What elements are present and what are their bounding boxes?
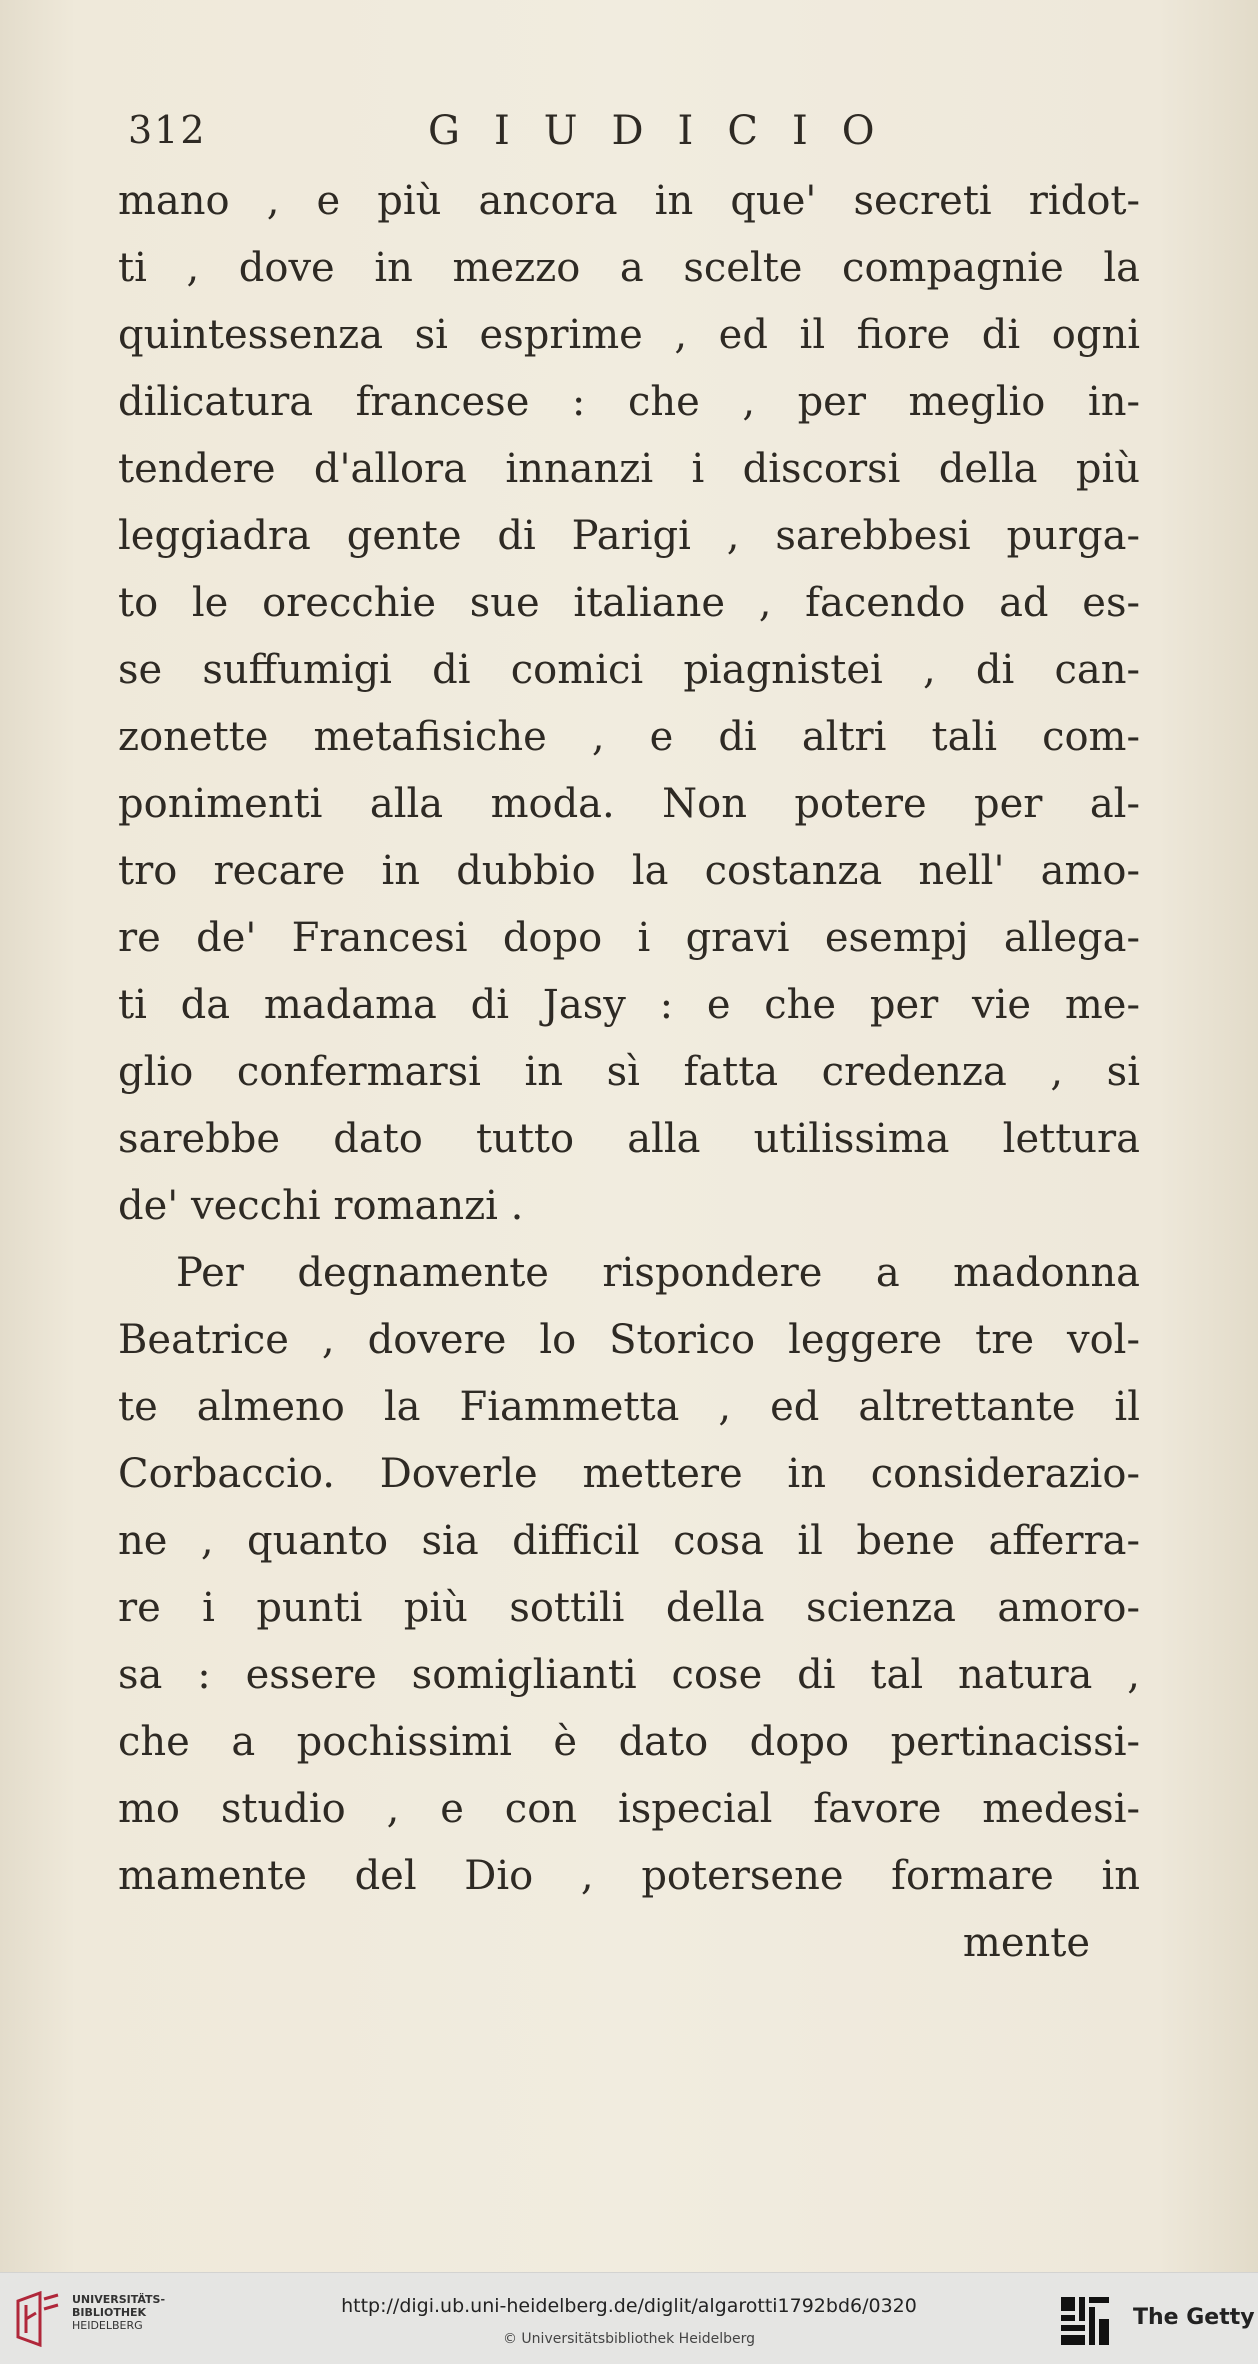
text-line: sarebbe dato tutto alla utilissima lettura — [118, 1116, 1140, 1162]
text-line: dilicatura francese : che , per meglio in- — [118, 379, 1140, 425]
page-number: 312 — [128, 108, 207, 152]
page-header — [128, 108, 1148, 168]
text-line: mo studio , e con ispecial favore medesi- — [118, 1786, 1140, 1832]
getty-logo-icon — [1057, 2293, 1115, 2349]
text-line: re de' Francesi dopo i gravi esempj allega- — [118, 915, 1140, 961]
text-line: Beatrice , dovere lo Storico leggere tre vol- — [118, 1317, 1140, 1363]
text-line: leggiadra gente di Parigi , sarebbesi purga- — [118, 513, 1140, 559]
text-line: mano , e più ancora in que' secreti ridot- — [118, 178, 1140, 224]
text-line: ti , dove in mezzo a scelte compagnie la — [118, 245, 1140, 291]
text-line: te almeno la Fiammetta , ed altrettante il — [118, 1384, 1140, 1430]
running-head: GIUDICIO — [428, 108, 909, 154]
text-line: se suffumigi di comici piagnistei , di can- — [118, 647, 1140, 693]
paragraph-start-line: Per degnamente rispondere a madonna — [176, 1250, 1140, 1296]
text-line: Corbaccio. Doverle mettere in considerazio- — [118, 1451, 1140, 1497]
library-name: UNIVERSITÄTS- BIBLIOTHEK HEIDELBERG — [72, 2293, 166, 2332]
text-line: de' vecchi romanzi . — [118, 1183, 524, 1229]
text-line: tro recare in dubbio la costanza nell' amo- — [118, 848, 1140, 894]
text-line: to le orecchie sue italiane , facendo ad es- — [118, 580, 1140, 626]
catchword: mente — [962, 1920, 1090, 1966]
text-line: ponimenti alla moda. Non potere per al- — [118, 781, 1140, 827]
copyright-notice: © Universitätsbibliothek Heidelberg — [502, 2331, 755, 2347]
text-line: re i punti più sottili della scienza amoro- — [118, 1585, 1140, 1631]
text-line: ti da madama di Jasy : e che per vie me- — [118, 982, 1140, 1028]
text-line: glio confermarsi in sì fatta credenza , si — [118, 1049, 1140, 1095]
text-line: ne , quanto sia difficil cosa il bene afferra- — [118, 1518, 1140, 1564]
text-line: mamente del Dio , potersene formare in — [118, 1853, 1140, 1899]
getty-name: The Getty — [1133, 2305, 1255, 2330]
text-line: sa : essere somiglianti cose di tal natura , — [118, 1652, 1140, 1698]
viewer-footer — [0, 2272, 1258, 2364]
body-text — [118, 168, 1140, 1977]
text-line: che a pochissimi è dato dopo pertinacissi- — [118, 1719, 1140, 1765]
text-line: tendere d'allora innanzi i discorsi della più — [118, 446, 1140, 492]
permalink-url[interactable]: http://digi.ub.uni-heidelberg.de/diglit/algarotti1792bd6/0320 — [341, 2295, 917, 2317]
text-line: quintessenza si esprime , ed il fiore di ogni — [118, 312, 1140, 358]
text-line: zonette metafisiche , e di altri tali com- — [118, 714, 1140, 760]
